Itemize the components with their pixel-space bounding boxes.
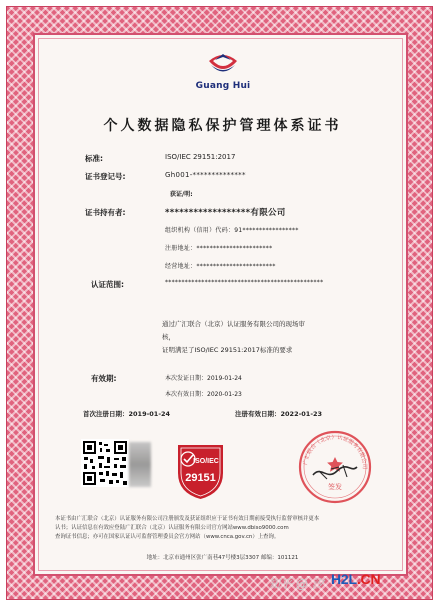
registration-valid-date: 注册有效日期：2022-01-23 xyxy=(235,410,323,418)
seal-ring-text: 广汇联合（北京）认证服务有限公司 xyxy=(302,434,368,470)
qr-code-icon xyxy=(81,439,129,487)
redacted-region xyxy=(129,442,151,487)
seal-center-text: 签发 xyxy=(328,483,342,491)
registration-number-label: 证书登记号: xyxy=(85,172,126,181)
holder-label: 证书持有者: xyxy=(85,208,126,217)
zhihu-watermark: 知乎 @ 汐 xyxy=(268,577,324,591)
footer-line-2: 认书；认证信息在有效应登陆广汇联合（北京）认证服务有限公司官方网站www.dbiso9000.com xyxy=(55,525,289,531)
scope-statement-line-1: 通过广汇联合（北京）认证服务有限公司的现场审核， xyxy=(162,320,305,341)
certificate-border xyxy=(6,6,433,600)
footer-line-1: 本证书由广汇联合（北京）认证服务有限公司注册颁发及获证组织应于证书有效日期前接受执行监督审核并更本 xyxy=(55,516,320,522)
iso-29151-badge-icon xyxy=(173,441,228,501)
scope-label: 认证范围: xyxy=(91,280,124,289)
issue-date-value: 本次发证日期：2019-01-24 xyxy=(165,375,242,382)
certificate-body xyxy=(33,33,408,576)
footer-line-3: 查询证书信息；亦可在国家认证认可监督管理委员会官方网站（www.cnca.gov.cn）上查询。 xyxy=(55,534,280,540)
certified-label: 获证/明: xyxy=(170,191,193,198)
badge-number-text: 29151 xyxy=(185,472,216,484)
scope-value: ************************************************ xyxy=(165,279,324,286)
registration-number-value: Gh001-************** xyxy=(165,171,246,179)
guanghui-logo-icon xyxy=(205,47,241,79)
expiry-date-value: 本次有效日期：2020-01-23 xyxy=(165,391,242,398)
scope-statement xyxy=(162,318,312,357)
footer-address: 地址：北京市通州区张广南巷47号楼3层3307 邮编：101121 xyxy=(146,555,299,561)
registered-address-value: 注册地址：*********************** xyxy=(165,245,273,252)
badge-iso-text: ISO/IEC xyxy=(193,458,219,465)
brand-name: Guang Hui xyxy=(195,81,251,91)
footer-notes xyxy=(55,515,390,542)
standard-label: 标准: xyxy=(85,154,103,163)
validity-label: 有效期: xyxy=(91,374,117,383)
site-watermark xyxy=(331,571,380,587)
certificate-title: 个人数据隐私保护管理体系证书 xyxy=(103,118,342,134)
holder-value: ******************有限公司 xyxy=(165,208,286,218)
site-watermark-cn: .CN xyxy=(356,571,381,587)
standard-value: ISO/IEC 29151:2017 xyxy=(165,153,236,161)
scope-statement-line-2: 证明满足了ISO/IEC 29151:2017标准的要求 xyxy=(162,346,293,354)
org-code-value: 组织机构（信用）代码：91***************** xyxy=(165,227,299,234)
company-seal-icon xyxy=(297,429,373,505)
operating-address-value: 经营地址：************************ xyxy=(165,263,276,270)
site-watermark-h2l: H2L xyxy=(331,571,357,587)
first-registration-date: 首次注册日期：2019-01-24 xyxy=(83,410,171,418)
